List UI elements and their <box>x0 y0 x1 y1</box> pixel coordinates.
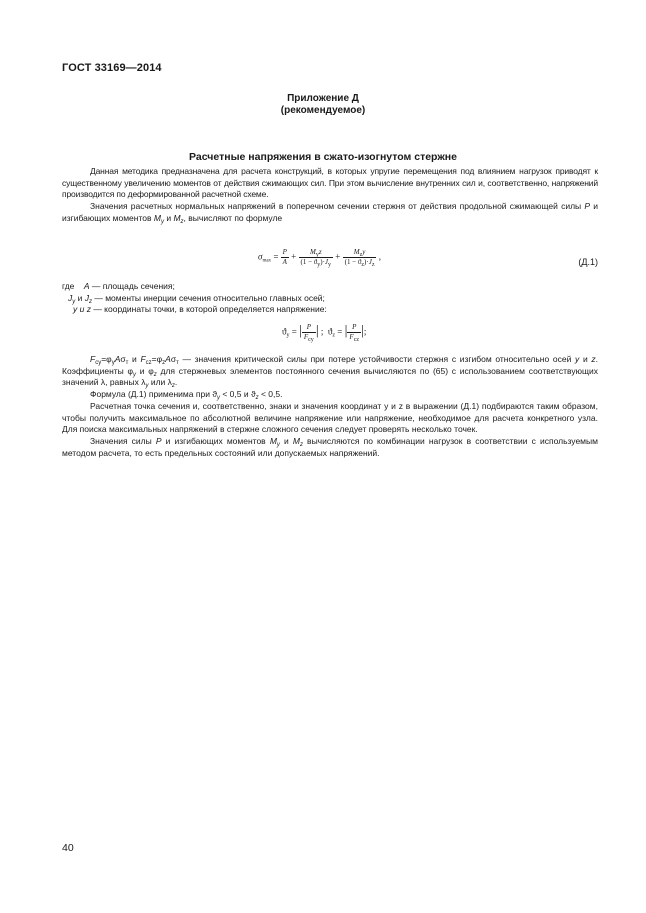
where-A: где A — площадь сечения; <box>62 281 175 291</box>
where-block <box>62 281 327 316</box>
appendix-title: Приложение Д <box>287 93 359 104</box>
paragraph-5: Расчетная точка сечения и, соответственно, знаки и значения координат y и z в выражении (Д.1) подбираются таким образом, чтобы получить максимальное по абсолютной величине напряжение или напряжение, необходимое для расчета конкретного узла. Для поиска максимальных напряжений в стержне сложного сечения следует проверять несколько точек. <box>62 400 598 435</box>
appendix-subtitle: (рекомендуемое) <box>280 105 366 116</box>
where-yz: y и z — координаты точки, в которой определяется напряжение: <box>73 304 327 315</box>
frac-my: $\frac{M_yz}{(1 - ϑ_y)\cdot J_y}$ <box>300 248 332 268</box>
formula-d1: $\sigma_{max}$ = $\frac{P}{A}$ + $\frac{M_yz}{(1 - ϑ_y)\cdot J_y}$ + $\frac{M_zy}{(1 - ϑ_z)\cdot J_z}$ , <box>258 248 381 268</box>
standard-designation: ГОСТ 33169—2014 <box>62 62 162 74</box>
formula-theta: $ϑ_y$ = | $\frac{P}{F_{cy}}$ | ; $ϑ_z$ = | $\frac{P}{F_{cz}}$ |; <box>282 323 367 343</box>
paragraph-2: Значения расчетных нормальных напряжений в поперечном сечении стержня от действия продольной сжимающей силы P и изгибающих моментов $M_y$ и $M_z$, вычисляют по формуле <box>62 201 598 225</box>
page-number: 40 <box>62 842 74 854</box>
paragraph-6: Значения силы P и изгибающих моментов $M_y$ и $M_z$ вычисляются по комбинации нагрузок в соответствии с используемым методом расчета, то есть предельных состояний или допускаемых напряжений. <box>62 435 598 458</box>
frac-mz: $\frac{M_zy}{(1 - ϑ_z)\cdot J_z}$ <box>344 248 375 268</box>
paragraph-1: Данная методика предназначена для расчета конструкций, в которых упругие перемещения под влиянием нагрузок приводят к существенному увеличению моментов от действия сжимающих сил. При этом вычисление внутренних сил и, соответственно, напряжений производится по деформированной расчетной схеме. <box>62 166 598 200</box>
paragraph-4: Формула (Д.1) применима при $ϑ_y < 0,5$ и $ϑ_z < 0,5$. <box>90 389 283 402</box>
where-J: $J_y$ и $J_z$ — моменты инерции сечения относительно главных осей; <box>68 292 325 305</box>
paragraph-3: $F_{cy}=\varphi_yA\sigma_т$ и $F_{cz}=\varphi_zA\sigma_т$ — значения критической силы при потере устойчивости стержня с изгибом относительно осей y и z. Коэффициенты $\varphi_y$ и $\varphi_z$ для стержневых элементов постоянного сечения вычисляются по (65) с использованием соответствующих значений λ, равных $\lambda_y$ или $\lambda_z$. <box>62 354 598 390</box>
paragraph-critical <box>62 354 598 459</box>
paragraph-intro <box>62 166 598 225</box>
equation-number: (Д.1) <box>578 257 598 267</box>
frac-p-a: $\frac{P}{A}$ <box>282 248 287 266</box>
section-title: Расчетные напряжения в сжато-изогнутом стержне <box>189 151 457 163</box>
